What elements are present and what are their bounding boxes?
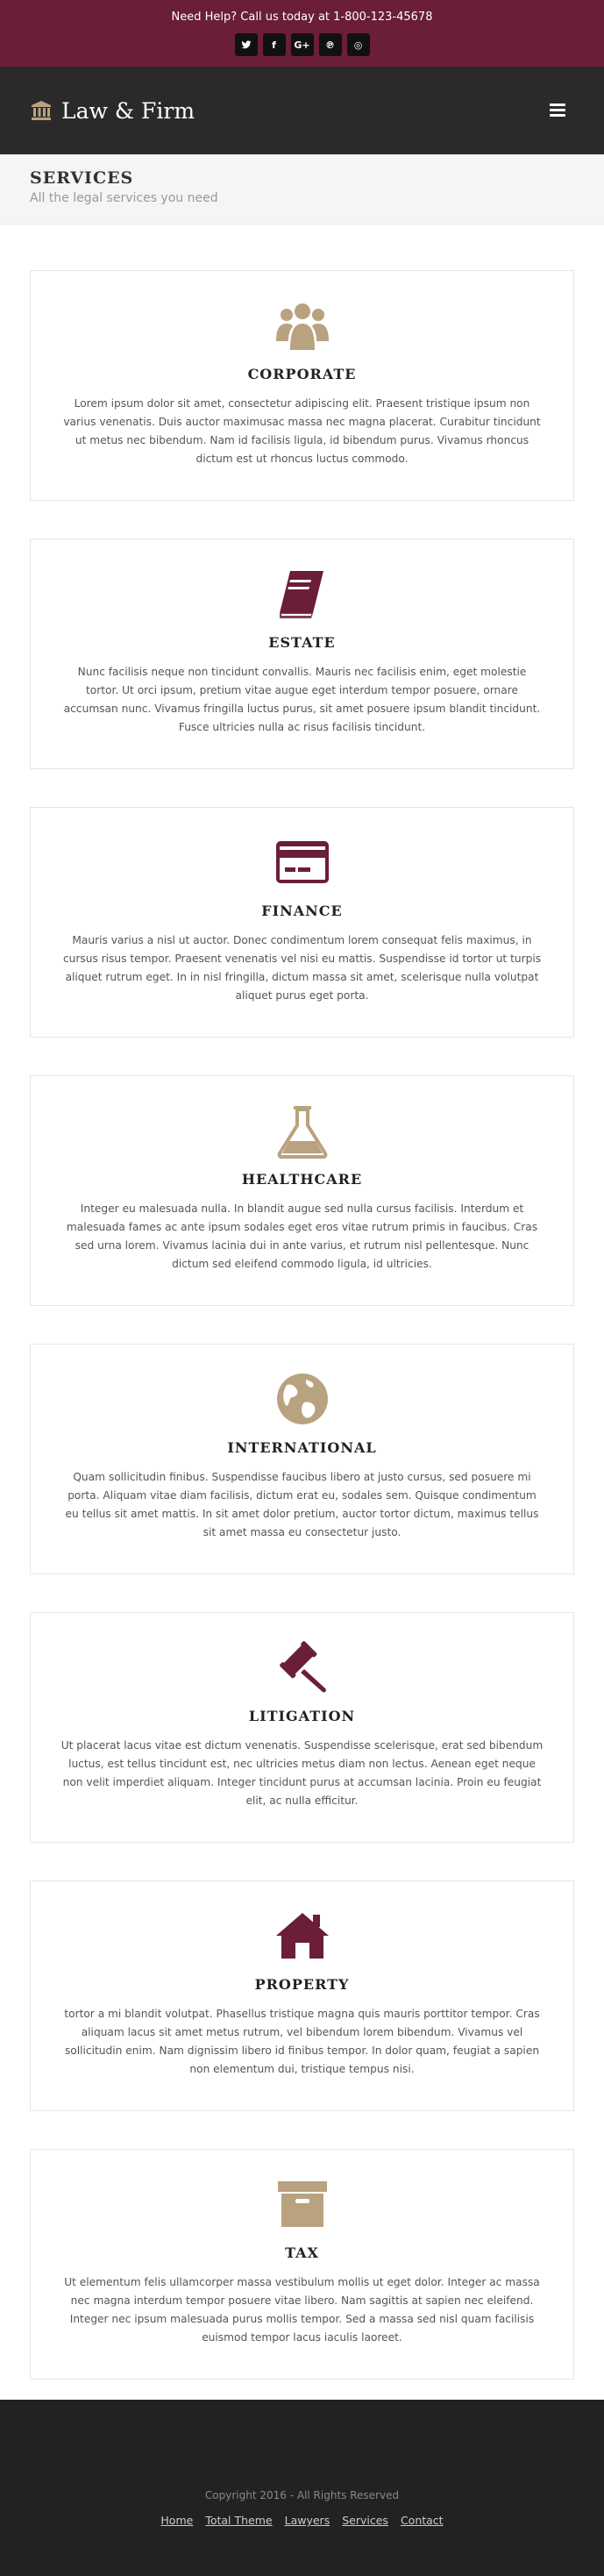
service-card-international (30, 1344, 574, 1574)
service-card-property (30, 1880, 574, 2111)
service-description: Lorem ipsum dolor sit amet, consectetur adipiscing elit. Praesent tristique ipsum non varius venenatis. Duis auctor maximusac massa nec magna placerat. Curabitur tincidunt ut metus nec bibendum. Nam id facilisis ligula, id bibendum purus. Vivamus rhoncus dictum est ut rhoncus luctus commodo. (63, 397, 541, 465)
gavel-icon (274, 1639, 330, 1695)
archive-icon (274, 2176, 330, 2232)
services-list (0, 225, 604, 2380)
service-description: Ut placerat lacus vitae est dictum venenatis. Suspendisse scelerisque, erat sed bibendum luctus, est tellus tincidunt est, nec ultricies metus diam non lectus. Aenean eget neque non velit imperdiet aliquam. Integer tincidunt purus at accumsan lacinia. Proin eu feugiat elit, ac nulla efficitur. (60, 1739, 544, 1807)
footer-link-lawyers[interactable]: Lawyers (284, 2514, 330, 2527)
hamburger-icon[interactable] (550, 103, 565, 119)
help-text: Need Help? Call us today at 1-800-123-45678 (171, 11, 433, 24)
service-title: INTERNATIONAL (227, 1439, 377, 1456)
facebook-icon[interactable]: f (263, 33, 286, 56)
site-header (0, 67, 604, 154)
users-icon (274, 297, 330, 353)
globe-icon (274, 1371, 330, 1427)
twitter-icon[interactable] (235, 33, 258, 56)
service-description: Mauris varius a nisl ut auctor. Donec condimentum lorem consequat felis maximus, in cursus risus tempor. Praesent venenatis vel nisi eu mattis. Suspendisse id tortor ut turpis aliquet rutrum eget. In in nisl fringilla, dictum massa sit amet, scelerisque nulla volutpat aliquet purus eget porta. (62, 934, 542, 1002)
service-title: HEALTHCARE (241, 1171, 363, 1188)
home-icon (274, 1908, 330, 1964)
copyright: Copyright 2016 - All Rights Reserved (204, 2489, 400, 2501)
service-description: Ut elementum felis ullamcorper massa vestibulum mollis ut eget dolor. Integer ac massa nec magna interdum tempor posuere vitae libero. Nam sagittis at sapien nec eleifend. Integer nec ipsum malesuada purus mollis tempor. Sed a massa sed nisl quam facilisis euismod tempor lacus iaculis laoreet. (64, 2276, 540, 2344)
site-logo[interactable] (30, 98, 195, 124)
service-title: TAX (285, 2244, 319, 2261)
footer-link-services[interactable]: Services (342, 2514, 388, 2527)
service-card-estate (30, 539, 574, 769)
book-icon (274, 566, 330, 622)
service-card-litigation (30, 1612, 574, 1843)
dribbble-icon[interactable]: ◎ (347, 33, 370, 56)
footer-link-contact[interactable]: Contact (400, 2514, 444, 2527)
social-links (0, 33, 604, 56)
service-title: CORPORATE (247, 366, 357, 382)
page-title: SERVICES (30, 168, 134, 188)
service-title: PROPERTY (254, 1976, 350, 1993)
page-subtitle: All the legal services you need (30, 191, 218, 205)
flask-icon (274, 1102, 330, 1159)
page-title-band (0, 154, 604, 225)
service-card-finance (30, 807, 574, 1038)
pinterest-icon[interactable]: ℗ (319, 33, 342, 56)
credit-card-icon (274, 834, 330, 890)
service-description: Integer eu malesuada nulla. In blandit augue sed nulla cursus facilisis. Interdum et malesuada fames ac ante ipsum sodales eget eros vitae rutrum primis in faucibus. Cras sed urna lorem. Vivamus lacinia dui in ante varius, et rutrum nisl pellentesque. Nunc dictum sed eleifend commodo ligula, id ultricies. (66, 1202, 538, 1270)
service-card-corporate (30, 270, 574, 501)
service-description: Nunc facilisis neque non tincidunt convallis. Mauris nec facilisis enim, eget molestie tortor. Ut orci ipsum, pretium vitae augue eget interdum tempor posuere, ornare accumsan nunc. Vivamus fringilla luctus purus, sit amet posuere ipsum blandit tincidunt. Fusce ultricies nulla ac risus facilisis tincidunt. (63, 666, 541, 733)
bank-icon (30, 99, 53, 122)
service-description: Quam sollicitudin finibus. Suspendisse faucibus libero at justo cursus, sed posuere mi porta. Aliquam vitae diam facilisis, dictum erat eu, sodales sem. Quisque condimentum eu tellus sit amet mattis. In sit amet dolor pretium, auctor tortor dictum, maximus tellus sit amet massa eu consectetur justo. (65, 1471, 539, 1538)
service-title: LITIGATION (248, 1708, 356, 1724)
footer-link-total-theme[interactable]: Total Theme (205, 2514, 273, 2527)
google-plus-icon[interactable]: G+ (291, 33, 314, 56)
footer-link-home[interactable]: Home (160, 2514, 194, 2527)
top-bar (0, 0, 604, 67)
brand-name: Law & Firm (61, 97, 195, 124)
service-title: FINANCE (261, 903, 343, 919)
service-card-healthcare (30, 1075, 574, 1306)
service-card-tax (30, 2149, 574, 2380)
site-footer (0, 2400, 604, 2576)
footer-nav (0, 2514, 604, 2527)
service-title: ESTATE (268, 634, 336, 651)
service-description: tortor a mi blandit volutpat. Phasellus tristique magna quis mauris porttitor tempor. Cras aliquam lacus sit amet metus rutrum, vel bibendum lorem bibendum. Vivamus vel sollicitudin enim. Nam dignissim libero id finibus tempor. In dolor quam, feugiat a sapien non elementum dui, tristique tempus nisi. (64, 2008, 540, 2075)
